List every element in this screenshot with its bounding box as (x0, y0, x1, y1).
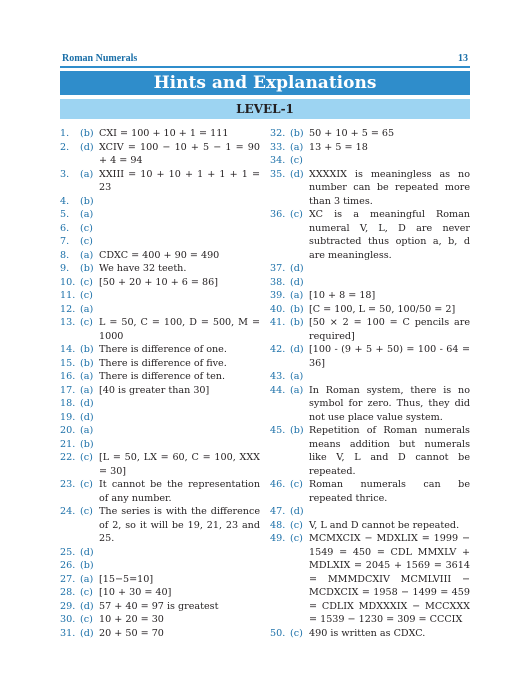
answer-explanation: [50 + 20 + 10 + 6 = 86] (99, 276, 218, 288)
answer-item (60, 235, 260, 249)
answer-item (60, 438, 260, 452)
answer-item (270, 532, 470, 627)
answer-number: 11. (60, 290, 76, 301)
section-title: LEVEL-1 (60, 99, 470, 119)
answer-number: 49. (270, 533, 286, 544)
answer-item (60, 573, 260, 587)
answer-number: 9. (60, 263, 70, 274)
answer-number: 29. (60, 600, 76, 612)
answer-item (60, 168, 260, 195)
answer-item (60, 505, 260, 546)
answer-item (60, 141, 260, 168)
answer-number: 48. (270, 519, 286, 531)
answer-item (60, 546, 260, 560)
answer-option: (a) (290, 384, 304, 396)
answer-explanation: [50 × 2 = 100 = C pencils are required] (309, 317, 470, 342)
answer-number: 27. (60, 573, 76, 585)
answer-option: (d) (290, 276, 304, 288)
answer-number: 18. (60, 398, 76, 409)
answer-item (270, 289, 470, 303)
answer-option: (c) (80, 317, 93, 328)
answer-number: 35. (270, 168, 286, 180)
answer-number: 22. (60, 452, 76, 463)
answer-option: (c) (80, 236, 93, 247)
answer-item (270, 519, 470, 533)
answer-item (270, 168, 470, 209)
answer-option: (b) (80, 560, 94, 571)
answer-explanation: 490 is written as CDXC. (309, 627, 426, 639)
answer-option: (d) (80, 627, 94, 639)
answer-explanation: Roman numerals can be repeated thrice. (309, 479, 470, 504)
answer-option: (a) (80, 209, 94, 220)
answer-item (270, 505, 470, 519)
answer-option: (c) (80, 587, 93, 598)
answer-explanation: There is difference of one. (99, 344, 227, 355)
answer-option: (c) (290, 627, 303, 639)
answer-item (270, 384, 470, 425)
answer-option: (a) (80, 425, 94, 436)
answer-number: 33. (270, 141, 286, 153)
answer-item (60, 276, 260, 290)
answer-option: (d) (80, 411, 94, 423)
answer-number: 3. (60, 168, 70, 180)
header-rule (60, 66, 470, 68)
answer-option: (a) (290, 371, 304, 382)
answer-option: (c) (80, 452, 93, 463)
answer-explanation: 50 + 10 + 5 = 65 (309, 128, 395, 139)
answer-option: (c) (80, 506, 93, 517)
answer-item (270, 303, 470, 317)
answer-number: 2. (60, 141, 70, 153)
answer-item (270, 276, 470, 290)
answer-option: (c) (80, 276, 93, 288)
answer-item (270, 478, 470, 505)
answer-item (60, 384, 260, 398)
answer-number: 47. (270, 506, 286, 517)
answer-item (60, 627, 260, 641)
answer-item (60, 397, 260, 411)
answer-item (270, 316, 470, 343)
answer-number: 19. (60, 411, 76, 423)
answer-option: (a) (80, 168, 94, 180)
answer-option: (b) (80, 128, 94, 139)
answer-number: 41. (270, 317, 286, 328)
answer-item (60, 424, 260, 438)
page-number: 13 (458, 53, 468, 64)
answer-item (60, 613, 260, 627)
answer-option: (d) (290, 263, 304, 274)
answer-number: 17. (60, 384, 76, 396)
answer-item (270, 208, 470, 262)
answer-explanation: We have 32 teeth. (99, 263, 187, 274)
answer-number: 12. (60, 303, 76, 315)
answer-option: (d) (290, 506, 304, 517)
answer-number: 50. (270, 627, 286, 639)
answer-option: (a) (290, 141, 304, 153)
answer-number: 38. (270, 276, 286, 288)
answer-item (60, 208, 260, 222)
answer-option: (a) (80, 384, 94, 396)
answer-explanation: [C = 100, L = 50, 100/50 = 2] (309, 303, 456, 315)
answer-option: (c) (290, 519, 303, 531)
answer-item (270, 154, 470, 168)
answer-explanation: [15−5=10] (99, 573, 154, 585)
answer-option: (a) (80, 249, 94, 261)
answer-explanation: MCMXCIX − MDXLIX = 1999 − 1549 = 450 = CDL MMXLV + MDLXIX = 2045 + 1569 = 3614 = MMMDCXIV MCMLVIII − MCDXCIX = 1958 − 1499 = 459 = CDLIX MDXXXIX − MCCXXX = 1539 − 1230 = 309 = CCCIX (309, 533, 470, 625)
answer-option: (a) (80, 371, 94, 382)
answer-option: (c) (290, 479, 303, 490)
answer-option: (d) (80, 600, 94, 612)
answer-number: 14. (60, 344, 76, 355)
answer-option: (c) (80, 614, 93, 625)
answer-number: 34. (270, 155, 286, 166)
answer-number: 46. (270, 479, 286, 490)
answer-option: (c) (80, 290, 93, 301)
answer-option: (d) (80, 546, 94, 558)
answer-item (60, 249, 260, 263)
answer-option: (c) (290, 155, 303, 166)
answer-explanation: V, L and D cannot be repeated. (309, 519, 460, 531)
answer-explanation: XXIII = 10 + 10 + 1 + 1 + 1 = 23 (99, 168, 260, 193)
answer-explanation: There is difference of five. (99, 357, 227, 369)
answer-option: (b) (80, 344, 94, 355)
answer-explanation: [10 + 8 = 18] (309, 290, 376, 301)
answers-left-column (60, 127, 260, 640)
answer-number: 36. (270, 209, 286, 220)
answer-option: (b) (80, 263, 94, 274)
answer-option: (a) (80, 303, 94, 315)
answer-option: (c) (80, 479, 93, 490)
answer-number: 23. (60, 479, 76, 490)
answer-explanation: 20 + 50 = 70 (99, 627, 164, 639)
answer-item (60, 478, 260, 505)
answer-explanation: XCIV = 100 − 10 + 5 − 1 = 90 + 4 = 94 (99, 141, 260, 166)
banner-title: Hints and Explanations (60, 71, 470, 95)
answer-explanation: 10 + 20 = 30 (99, 614, 164, 625)
answer-explanation: CDXC = 400 + 90 = 490 (99, 249, 220, 261)
answer-item (60, 559, 260, 573)
answer-explanation: 13 + 5 = 18 (309, 141, 368, 153)
answer-number: 37. (270, 263, 286, 274)
answer-option: (d) (290, 344, 304, 355)
answer-item (60, 370, 260, 384)
answer-number: 1. (60, 128, 70, 139)
answer-number: 40. (270, 303, 286, 315)
answer-option: (c) (290, 533, 303, 544)
answer-number: 30. (60, 614, 76, 625)
answer-option: (c) (290, 209, 303, 220)
answer-explanation: In Roman system, there is no symbol for zero. Thus, they did not use place value system. (309, 384, 470, 423)
answer-item (270, 343, 470, 370)
answer-number: 7. (60, 236, 70, 247)
answer-option: (a) (80, 573, 94, 585)
answer-number: 10. (60, 276, 76, 288)
answer-number: 15. (60, 357, 76, 369)
answer-number: 5. (60, 209, 70, 220)
answer-number: 26. (60, 560, 76, 571)
answers-right-column (270, 127, 470, 640)
answer-explanation: [10 + 30 = 40] (99, 587, 172, 598)
answer-explanation: 57 + 40 = 97 is greatest (99, 600, 219, 612)
answer-option: (b) (80, 357, 94, 369)
answer-explanation: Repetition of Roman numerals means addition but numerals like V, L and D cannot be repeated. (309, 425, 470, 477)
answer-item (60, 262, 260, 276)
answer-item (60, 127, 260, 141)
answer-option: (b) (290, 425, 304, 436)
answer-number: 13. (60, 317, 76, 328)
answer-explanation: XC is a meaningful Roman numeral V, L, D are never subtracted thus option a, b, d are meaningless. (309, 209, 470, 261)
answer-explanation: There is difference of ten. (99, 371, 225, 382)
answer-item (270, 262, 470, 276)
answer-explanation: L = 50, C = 100, D = 500, M = 1000 (99, 317, 260, 342)
answer-option: (d) (290, 168, 304, 180)
answer-number: 39. (270, 290, 286, 301)
answer-option: (a) (290, 290, 304, 301)
answer-item (60, 451, 260, 478)
answer-number: 16. (60, 371, 76, 382)
answer-item (270, 127, 470, 141)
answer-option: (b) (80, 195, 94, 207)
answer-item (60, 411, 260, 425)
answer-number: 43. (270, 371, 286, 382)
answer-number: 31. (60, 627, 76, 639)
answer-item (60, 316, 260, 343)
answer-option: (d) (80, 141, 94, 153)
answer-number: 25. (60, 546, 76, 558)
answer-number: 45. (270, 425, 286, 436)
answer-item (270, 370, 470, 384)
answer-explanation: It cannot be the representation of any number. (99, 479, 260, 504)
answer-number: 44. (270, 384, 286, 396)
running-header-title: Roman Numerals (62, 53, 138, 64)
answer-explanation: The series is with the difference of 2, so it will be 19, 21, 23 and 25. (99, 506, 260, 544)
answer-number: 21. (60, 438, 76, 450)
answer-item (270, 424, 470, 478)
answer-option: (b) (290, 317, 304, 328)
answer-number: 6. (60, 222, 70, 234)
answer-option: (b) (290, 128, 304, 139)
answer-item (60, 222, 260, 236)
answer-item (60, 600, 260, 614)
answer-item (60, 195, 260, 209)
answer-option: (b) (290, 303, 304, 315)
answer-number: 20. (60, 425, 76, 436)
answer-item (60, 586, 260, 600)
answer-explanation: [100 - (9 + 5 + 50) = 100 - 64 = 36] (309, 344, 470, 369)
answer-explanation: XXXXIX is meaningless as no number can be repeated more than 3 times. (309, 168, 470, 207)
answer-option: (d) (80, 398, 94, 409)
answer-option: (c) (80, 222, 93, 234)
answer-number: 32. (270, 128, 286, 139)
answer-option: (b) (80, 438, 94, 450)
answer-item (60, 343, 260, 357)
answer-explanation: [40 is greater than 30] (99, 384, 210, 396)
answer-item (270, 627, 470, 641)
answer-number: 28. (60, 587, 76, 598)
answer-explanation: CXI = 100 + 10 + 1 = 111 (99, 128, 229, 139)
answer-item (270, 141, 470, 155)
answer-item (60, 289, 260, 303)
answer-number: 4. (60, 195, 70, 207)
answer-number: 8. (60, 249, 70, 261)
answer-item (60, 357, 260, 371)
answer-explanation: [L = 50, LX = 60, C = 100, XXX = 30] (99, 452, 260, 477)
answer-item (60, 303, 260, 317)
answer-number: 42. (270, 344, 286, 355)
answer-number: 24. (60, 506, 76, 517)
